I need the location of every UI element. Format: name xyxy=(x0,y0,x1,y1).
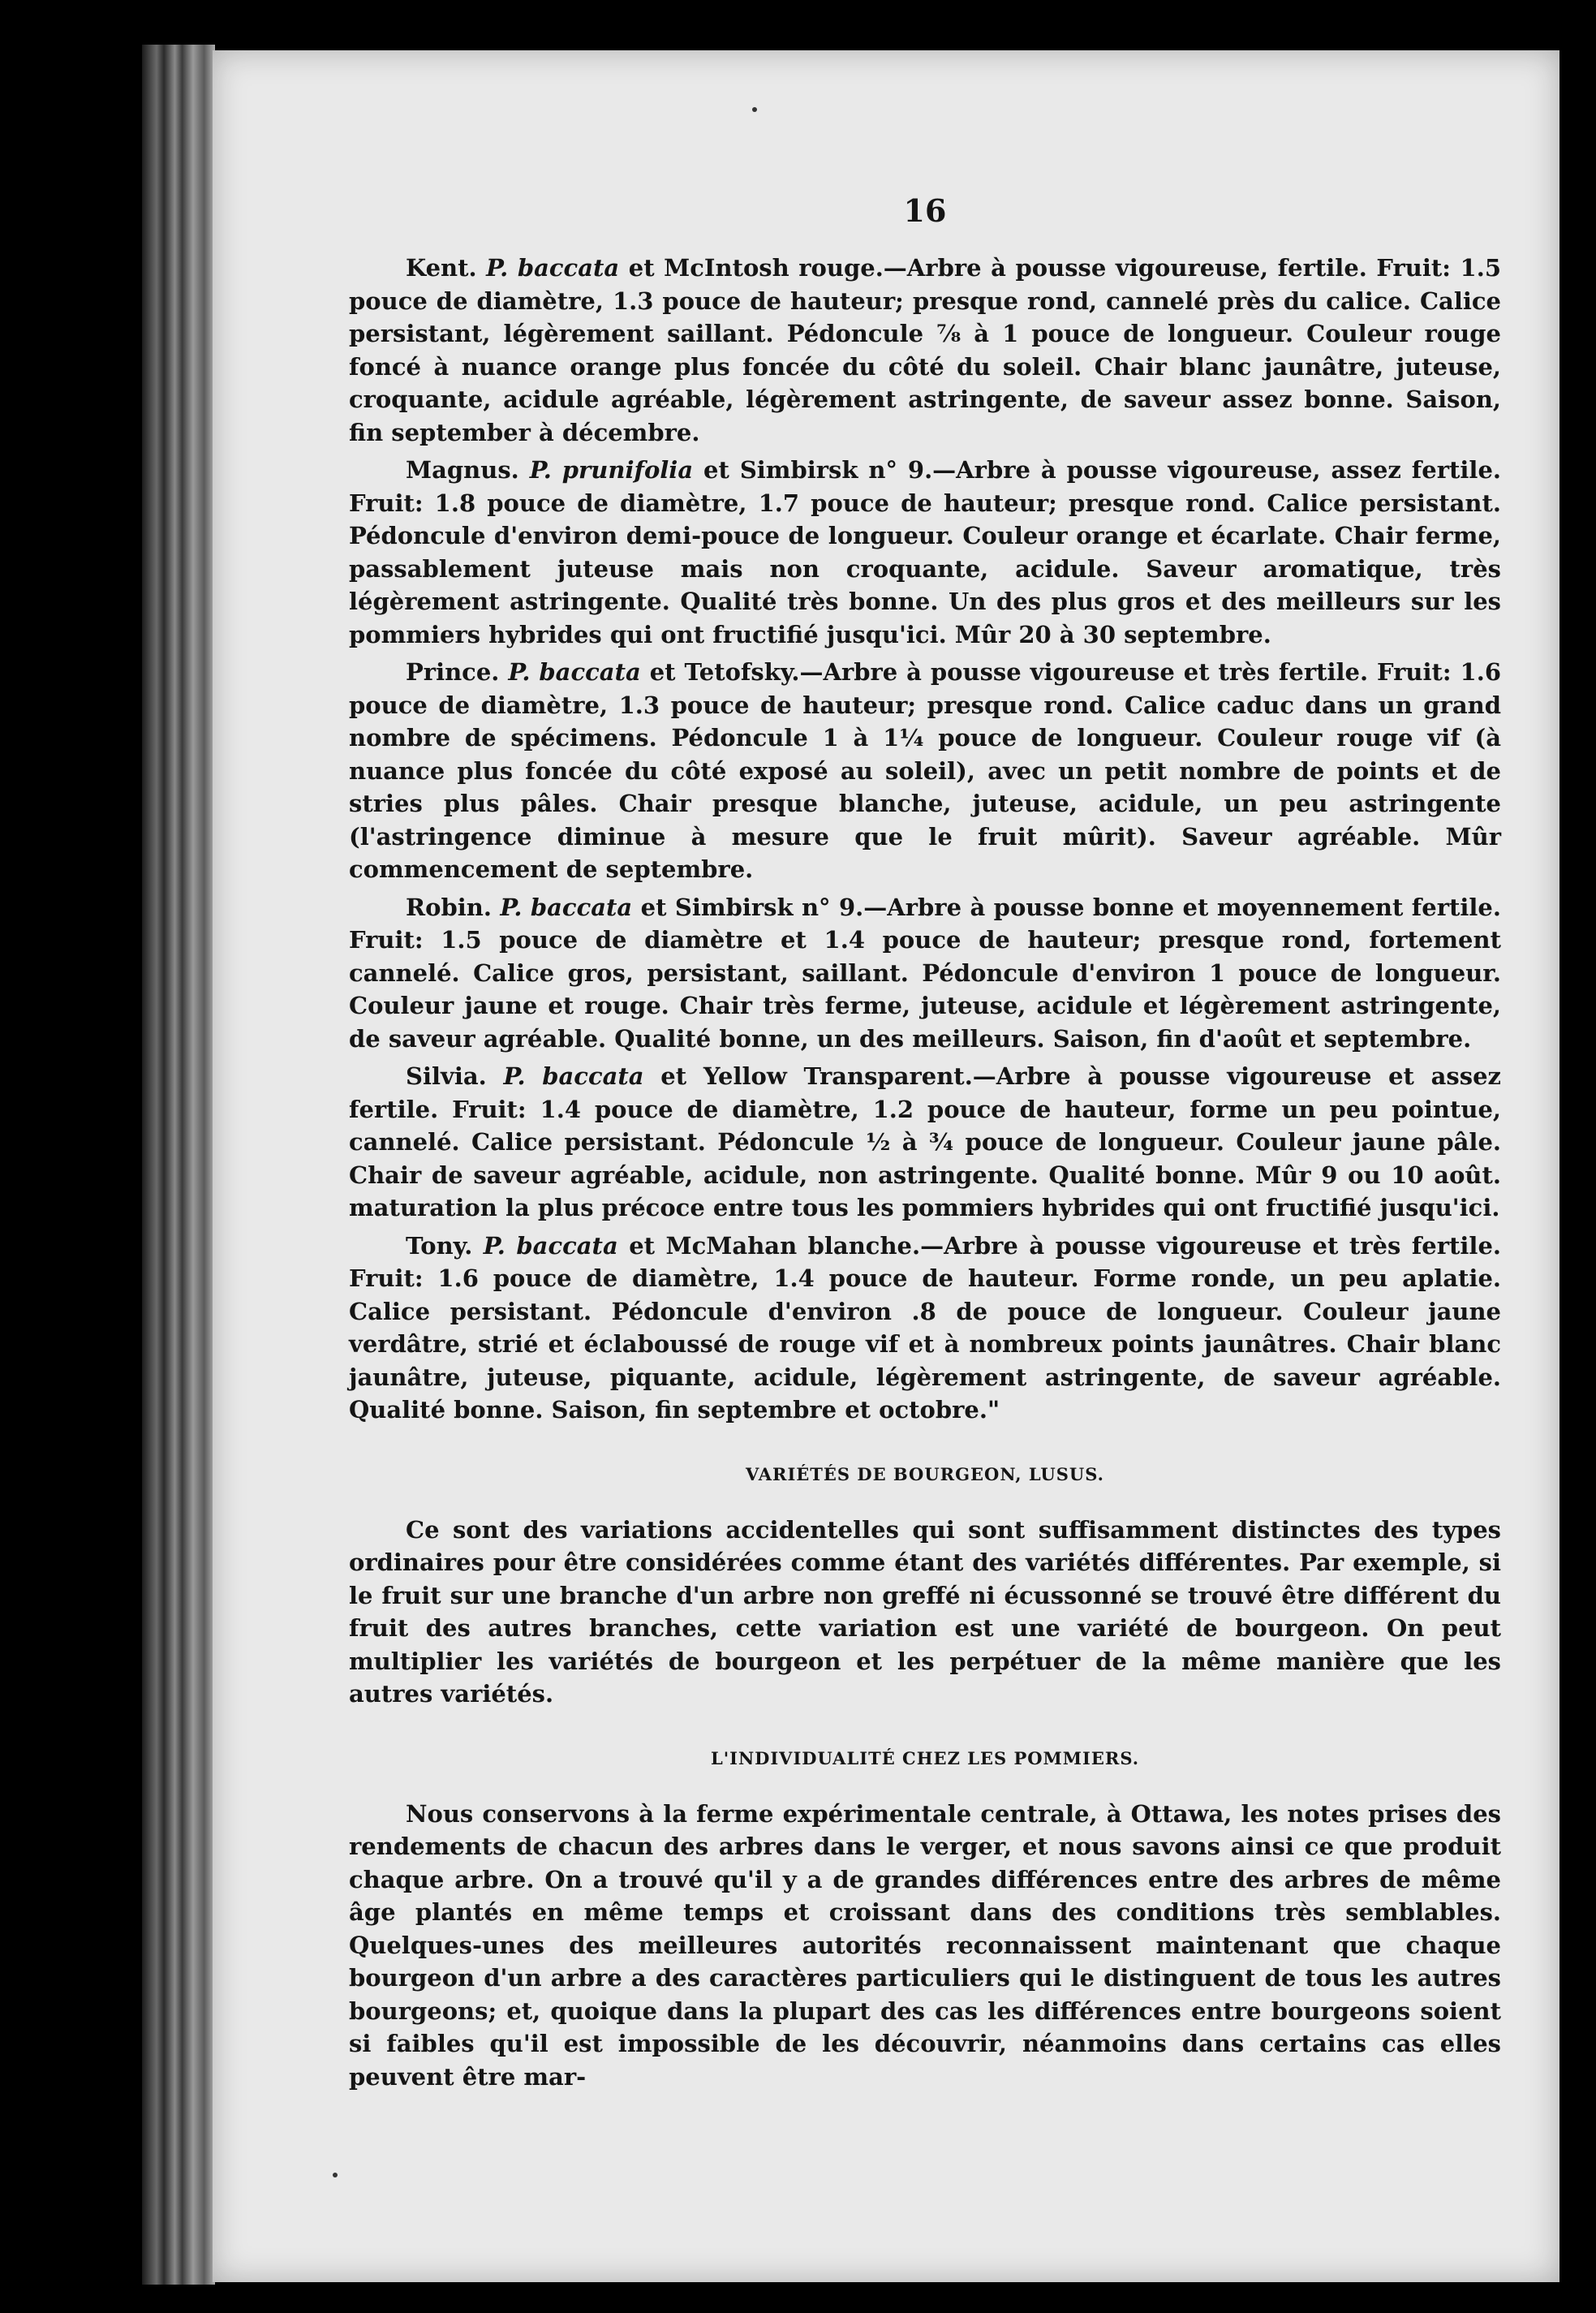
section-paragraph-individuality: Nous conservons à la ferme expérimentale centrale, à Ottawa, les notes prises des rendements de chacun des arbres dans le verger, et nous savons ainsi ce que produit chaque arbre. On a trouvé qu'il y a de grandes différences entre des arbres de même âge plantés en même temps et croissant dans des conditions très semblables. Quelques-unes des meilleures autorités reconnaissent maintenant que chaque bourgeon d'un arbre a des caractères particuliers qui le distinguent de tous les autres bourgeons; et, quoique dans la plupart des cas les différences entre bourgeons soient si faibles qu'il est impossible de les découvrir, néanmoins dans certains cas elles peuvent être mar- xyxy=(349,1799,1501,2091)
variety-species: P. baccata xyxy=(508,658,641,686)
variety-description: et Simbirsk n° 9.—Arbre à pousse vigoureuse, assez fertile. Fruit: 1.8 pouce de diamètre, 1.7 pouce de hauteur; presque rond. Calice persistant. Pédoncule d'environ demi-pouce de longueur. Couleur orange et écarlate. Chair ferme, passablement juteuse mais non croquante, acidule. Saveur aromatique, très légèrement astringente. Qualité très bonne. Un des plus gros et des meilleurs sur les pommiers hybrides qui ont fructifié jusqu'ici. Mûr 20 à 30 septembre. xyxy=(349,456,1501,648)
section-heading-individuality: L'INDIVIDUALITÉ CHEZ LES POMMIERS. xyxy=(710,1747,1140,1768)
variety-species: P. prunifolia xyxy=(529,456,694,484)
variety-name: Magnus. xyxy=(406,456,519,484)
variety-description: et Simbirsk n° 9.—Arbre à pousse bonne et moyennement fertile. Fruit: 1.5 pouce de diamètre et 1.4 pouce de hauteur; presque rond, fortement cannelé. Calice gros, persistant, saillant. Pédoncule d'environ 1 pouce de longueur. Couleur jaune et rouge. Chair très ferme, juteuse, acidule et légèrement astringente, de saveur agréable. Qualité bonne, un des meilleurs. Saison, fin d'août et septembre. xyxy=(349,893,1501,1053)
scanned-page xyxy=(213,50,1559,2282)
variety-entry-prince xyxy=(349,656,1501,886)
speck-mark xyxy=(333,2173,338,2177)
variety-name: Tony. xyxy=(406,1231,473,1260)
variety-species: P. baccata xyxy=(483,1231,618,1260)
page-number: 16 xyxy=(903,192,947,229)
scan-binding-edge xyxy=(142,45,215,2285)
speck-mark xyxy=(752,107,757,112)
variety-name: Kent. xyxy=(406,254,477,282)
variety-entry-tony xyxy=(349,1230,1501,1427)
section-paragraph-bud-varieties: Ce sont des variations accidentelles qui sont suffisamment distinctes des types ordinaires pour être considérées comme étant des variétés différentes. Par exemple, si le fruit sur une branche d'un arbre non greffé ni écussonné se trouvé être différent du fruit des autres branches, cette variation est une variété de bourgeon. On peut multiplier les variétés de bourgeon et les perpétuer de la même manière que les autres variétés. xyxy=(349,1515,1501,1708)
variety-entry-silvia xyxy=(349,1060,1501,1225)
variety-species: P. baccata xyxy=(500,893,633,921)
variety-species: P. baccata xyxy=(486,254,620,282)
variety-name: Prince. xyxy=(406,658,500,686)
section-heading-bud-varieties: VARIÉTÉS DE BOURGEON, LUSUS. xyxy=(746,1463,1104,1484)
variety-entry-robin xyxy=(349,891,1501,1056)
page-text xyxy=(349,192,1501,2098)
variety-name: Robin. xyxy=(406,893,492,921)
variety-name: Silvia. xyxy=(406,1062,487,1090)
variety-entry-magnus xyxy=(349,454,1501,651)
variety-description: et Yellow Transparent.—Arbre à pousse vigoureuse et assez fertile. Fruit: 1.4 pouce de diamètre, 1.2 pouce de hauteur, forme un peu pointue, cannelé. Calice persistant. Pédoncule ½ à ¾ pouce de longueur. Couleur jaune pâle. Chair de saveur agréable, acidule, non astringente. Qualité bonne. Mûr 9 ou 10 août. maturation la plus précoce entre tous les pommiers hybrides qui ont fructifié jusqu'ici. xyxy=(349,1062,1502,1221)
variety-species: P. baccata xyxy=(503,1062,644,1090)
variety-description: et McIntosh rouge.—Arbre à pousse vigoureuse, fertile. Fruit: 1.5 pouce de diamètre, 1.3 pouce de hauteur; presque rond, cannelé près du calice. Calice persistant, légèrement saillant. Pédoncule ⅞ à 1 pouce de longueur. Couleur rouge foncé à nuance orange plus foncée du côté du soleil. Chair blanc jaunâtre, juteuse, croquante, acidule agréable, légèrement astringente, de saveur assez bonne. Saison, fin september à décembre. xyxy=(349,254,1501,446)
variety-description: et McMahan blanche.—Arbre à pousse vigoureuse et très fertile. Fruit: 1.6 pouce de diamètre, 1.4 pouce de hauteur. Forme ronde, un peu aplatie. Calice persistant. Pédoncule d'environ .8 de pouce de longueur. Couleur jaune verdâtre, strié et éclaboussé de rouge vif et à nombreux points jaunâtres. Chair blanc jaunâtre, juteuse, piquante, acidule, légèrement astringente, de saveur agréable. Qualité bonne. Saison, fin septembre et octobre." xyxy=(349,1231,1501,1424)
variety-entry-kent xyxy=(349,252,1501,449)
variety-description: et Tetofsky.—Arbre à pousse vigoureuse et très fertile. Fruit: 1.6 pouce de diamètre, 1.3 pouce de hauteur; presque rond. Calice caduc dans un grand nombre de spécimens. Pédoncule 1 à 1¼ pouce de longueur. Couleur rouge vif (à nuance plus foncée du côté exposé au soleil), avec un petit nombre de points et de stries plus pâles. Chair presque blanche, juteuse, acidule, un peu astringente (l'astringence diminue à mesure que le fruit mûrit). Saveur agréable. Mûr commencement de septembre. xyxy=(349,658,1501,883)
